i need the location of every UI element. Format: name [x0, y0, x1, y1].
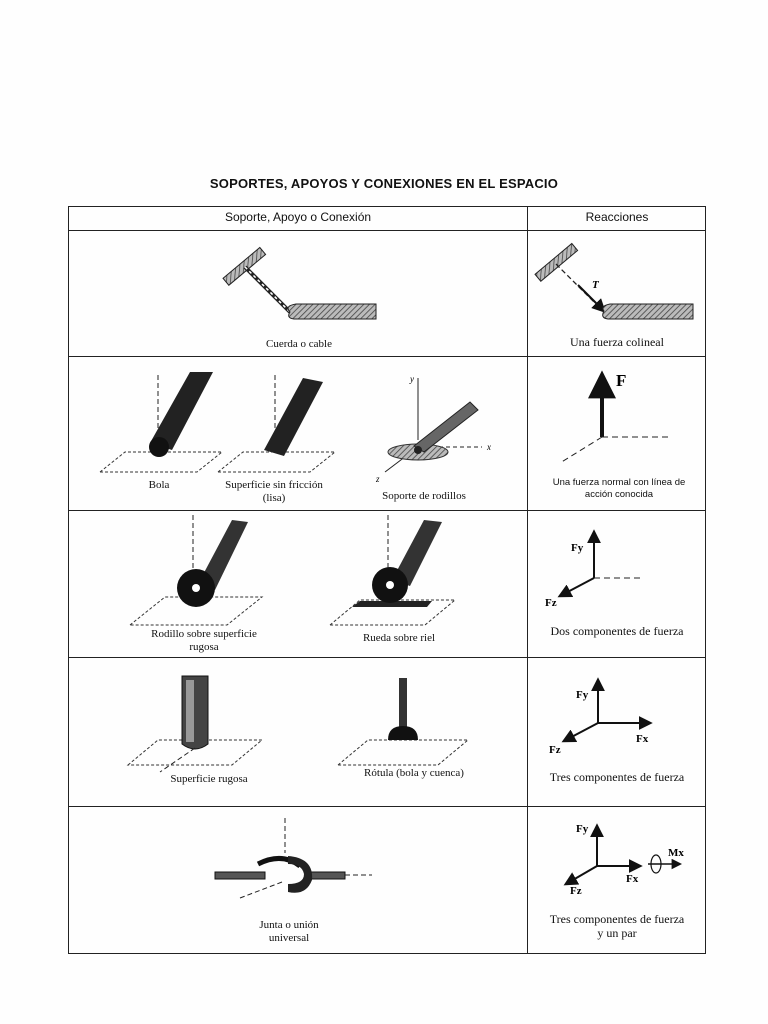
smooth-surface-icon — [218, 375, 335, 472]
ball-support-icon — [100, 372, 222, 472]
label-Fx-5: Fx — [626, 873, 639, 885]
two-components-icon — [545, 532, 640, 609]
roller-rough-icon — [130, 515, 262, 625]
reaction-row5: Tres componentes de fuerza y un par — [549, 912, 685, 940]
caption-roller-rough: Rodillo sobre superficie rugosa — [151, 628, 257, 653]
universal-joint-icon — [215, 818, 372, 898]
label-Fx-3: Fx — [636, 733, 649, 745]
label-Fz-3: Fz — [549, 744, 561, 756]
ball-socket-icon — [338, 678, 468, 765]
rough-surface-icon — [128, 676, 262, 772]
axis-z: z — [376, 474, 380, 484]
label-Fz: Fz — [545, 597, 557, 609]
axis-y: y — [410, 374, 414, 384]
roller-support-icon — [375, 374, 491, 484]
label-Fy-3: Fy — [576, 689, 589, 701]
wheel-rail-icon — [330, 515, 455, 625]
caption-rough-surface: Superficie rugosa — [170, 773, 248, 785]
caption-cable: Cuerda o cable — [266, 338, 332, 350]
reaction-row4: Tres componentes de fuerza — [549, 770, 685, 784]
reaction-row2: Una fuerza normal con línea de acción conocida — [552, 477, 686, 500]
three-components-couple-icon — [566, 823, 684, 897]
label-Fy-5: Fy — [576, 823, 589, 835]
header-reactions: Reacciones — [585, 210, 649, 224]
axis-x: x — [487, 442, 491, 452]
caption-roller-support: Soporte de rodillos — [382, 490, 466, 502]
normal-force-icon — [560, 371, 672, 463]
header-support: Soporte, Apoyo o Conexión — [224, 210, 372, 224]
label-Fz-5: Fz — [570, 885, 582, 897]
reaction-row3: Dos componentes de fuerza — [550, 624, 684, 638]
label-F: F — [616, 371, 627, 390]
caption-universal-joint: Junta o unión universal — [259, 919, 319, 944]
caption-wheel-rail: Rueda sobre riel — [362, 632, 436, 644]
caption-ball: Bola — [148, 479, 170, 491]
page-title: SOPORTES, APOYOS Y CONEXIONES EN EL ESPACIO — [209, 176, 559, 191]
label-Mx: Mx — [668, 847, 684, 859]
caption-smooth-surface: Superficie sin fricción (lisa) — [225, 479, 323, 504]
cable-icon — [223, 248, 376, 319]
cable-reaction-icon — [535, 244, 693, 319]
label-Fy: Fy — [571, 542, 584, 554]
reaction-row1: Una fuerza colineal — [570, 335, 664, 349]
caption-ball-socket: Rótula (bola y cuenca) — [364, 767, 464, 779]
three-components-icon — [549, 680, 650, 756]
label-T: T — [592, 279, 599, 291]
